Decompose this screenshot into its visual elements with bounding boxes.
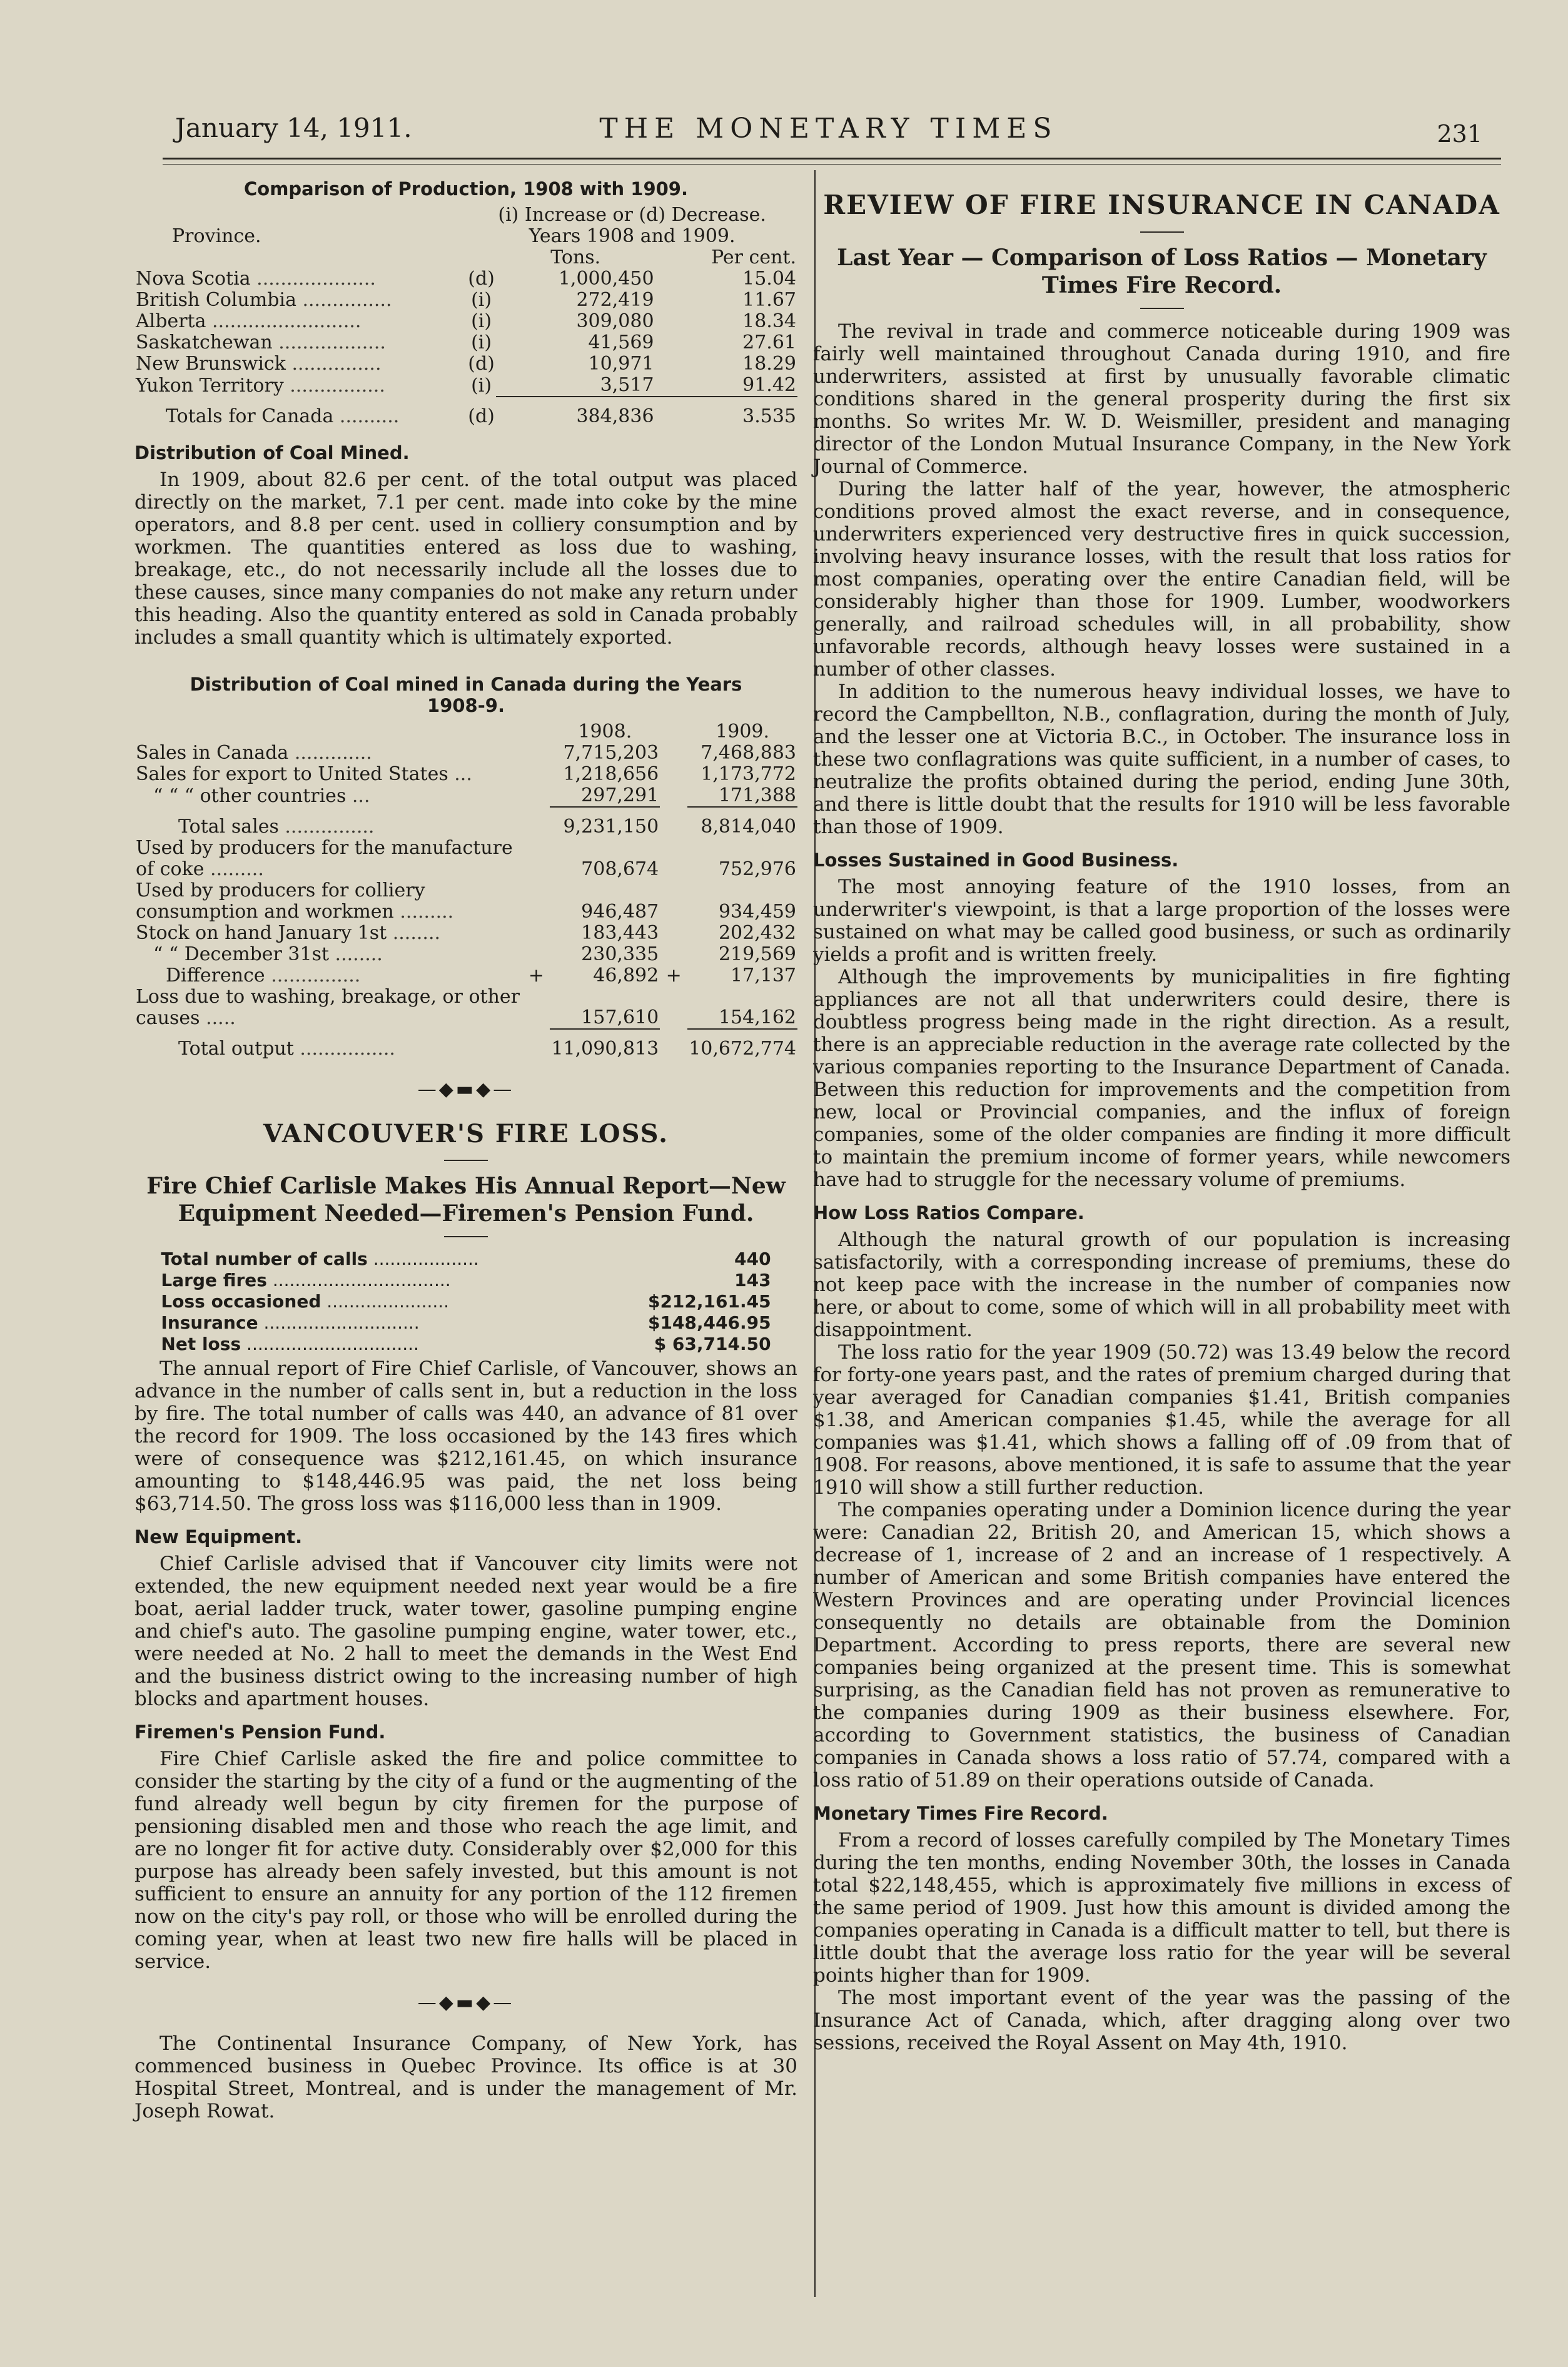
table-row: New Brunswick ............... (d) 10,971 18.29 <box>136 353 796 375</box>
value-1908: 9,231,150 <box>550 807 660 838</box>
province-name: British Columbia <box>136 289 296 311</box>
table-row: “ “ December 31st ........ 230,335 219,569 <box>153 943 796 965</box>
production-heading: Comparison of Production, 1908 with 1909. <box>244 178 688 200</box>
stat-row: Insurance ............................ $148,446.95 <box>161 1312 771 1333</box>
value-1908: 183,443 <box>581 922 659 944</box>
province-name: Nova Scotia <box>136 268 251 290</box>
change-pct: 15.04 <box>742 268 796 290</box>
value-1909: 17,137 <box>731 965 796 986</box>
review-paragraph: Although the improvements by municipalities in fire fighting appliances are not all that underwriters could desire, there is doubtless progress being made in the right direction. As a result, there is an appreciable reduction in the average rate collected by the various companies reporting to the Insurance Department of Canada. Between this reduction for improvements and the competition from new, local or Provincial companies, and the influx of foreign companies, some of the older companies are finding it more difficult to maintain the premium income of former years, while newcomers have had to struggle for the necessary volume of premiums. <box>813 966 1510 1191</box>
page-header <box>175 113 1482 156</box>
value-1908: 7,715,203 <box>563 742 659 764</box>
stat-value: $ 63,714.50 <box>654 1334 771 1354</box>
header-rule-thin <box>163 164 1501 165</box>
stat-label: Loss occasioned <box>161 1291 321 1312</box>
stat-row: Net loss ............................... $ 63,714.50 <box>161 1334 771 1354</box>
vancouver-headline: VANCOUVER'S FIRE LOSS. <box>263 1119 669 1148</box>
table-row: Difference ............... + 46,892 + 17,137 <box>166 965 796 986</box>
table-row: Sales for export to United States ... 1,218,656 1,173,772 <box>136 763 796 785</box>
change-tons: 41,569 <box>588 332 654 353</box>
row-label: “ “ “ other countries <box>153 785 346 807</box>
issue-date: January 14, 1911. <box>175 113 412 143</box>
stat-value: 143 <box>734 1270 771 1290</box>
review-deck: Last Year — Comparison of Loss Ratios — Monetary Times Fire Record. <box>837 245 1487 298</box>
table-row: Saskatchewan .................. (i) 41,569 27.61 <box>136 332 796 353</box>
vancouver-paragraph: Fire Chief Carlisle asked the fire and police committee to consider the starting by the city of a fund or the augmenting of the fund already well begun by city firemen for the purpose of pensioning disabled men and those who reach the age limit, and are no longer fit for active duty. Considerably over $2,000 for this purpose has already been safely invested, but this amount is not sufficient to ensure an annuity for any portion of the 112 firemen now on the city's pay roll, or those who will be enrolled during the coming year, when at least two new fire halls will be placed in service. <box>134 1748 797 1973</box>
table-row: Loss due to washing, breakage, or other causes ..... 157,610 154,162 <box>136 986 796 1029</box>
new-equipment-heading: New Equipment. <box>134 1526 303 1548</box>
value-1909: 171,388 <box>718 784 796 806</box>
col-tons-header: Tons. <box>550 246 601 268</box>
fire-record-heading: Monetary Times Fire Record. <box>813 1803 1108 1824</box>
row-label: Total sales <box>178 816 279 838</box>
change-pct: 91.42 <box>742 374 796 396</box>
stat-label: Total number of calls <box>161 1249 368 1269</box>
distribution-text: In 1909, about 82.6 per cent. of the total output was placed directly on the market, 7.1 per cent. made into coke by the mine operators, and 8.8 per cent. used in colliery consumption and by workmen. The quantities entered as loss due to washing, breakage, etc., do not necessarily include all the losses due to these causes, since many companies do not make any return under this heading. Also the quantity entered as sold in Canada probably includes a small quantity which is ultimately exported. <box>134 469 797 649</box>
review-paragraph: The most important event of the year was the passing of the Insurance Act of Canada, which, after dragging along over two sessions, received the Royal Assent on May 4th, 1910. <box>813 1987 1510 2054</box>
review-paragraph: The loss ratio for the year 1909 (50.72) was 13.49 below the record for forty-one years past, and the rates of premium charged during that year averaged for Canadian companies $1.41, British companies $1.38, and American companies $1.45, while the average for all companies was $1.41, which shows a falling off of .09 from that of 1908. For reasons, above mentioned, it is safe to assume that the year 1910 will show a still further reduction. <box>813 1341 1510 1499</box>
table-row: Yukon Territory ................ (i) 3,517 91.42 <box>136 374 796 397</box>
value-1908: 157,610 <box>581 1006 659 1028</box>
total-label: Total output <box>178 1038 294 1060</box>
value-1909: 219,569 <box>718 943 796 965</box>
sign-1908: + <box>528 965 544 986</box>
col-1909-header: 1909. <box>716 721 770 743</box>
losses-good-business-heading: Losses Sustained in Good Business. <box>813 849 1179 871</box>
review-headline: REVIEW OF FIRE INSURANCE IN CANADA <box>823 190 1500 220</box>
value-1909: 934,459 <box>718 901 796 923</box>
sign-1909: + <box>665 965 682 986</box>
value-1908: 708,674 <box>581 858 659 880</box>
col-1908-header: 1908. <box>578 721 632 743</box>
stat-value: $148,446.95 <box>647 1312 771 1333</box>
change-tons: 309,080 <box>576 310 654 332</box>
row-label: Loss due to washing, breakage, or other causes <box>136 986 520 1029</box>
short-rule <box>444 1236 488 1237</box>
pension-fund-heading: Firemen's Pension Fund. <box>134 1721 386 1743</box>
stat-row: Loss occasioned ...................... $212,161.45 <box>161 1291 771 1312</box>
short-rule <box>444 1160 488 1161</box>
review-paragraph: From a record of losses carefully compiled by The Monetary Times during the ten months, ending November 30th, the losses in Canada total $22,148,455, which is approximately five millions in excess of the same period of 1909. Just how this amount is divided among the companies operating in Canada is a difficult matter to tell, but there is little doubt that the average loss ratio for the year will be several points higher than for 1909. <box>813 1829 1510 1987</box>
review-paragraph: The companies operating under a Dominion licence during the year were: Canadian 22, British 20, and American 15, which shows a decrease of 1, increase of 2 and an increase of 1 respectively. A number of American and some British companies have entered the Western Provinces and are operating under Provincial licences consequently no details are obtainable from the Dominion Department. According to press reports, there are several new companies being organized at the present time. This is somewhat surprising, as the Canadian field has not proven as remunerative to the companies during 1909 as their business elsewhere. For, according to Government statistics, the business of Canadian companies in Canada shows a loss ratio of 57.74, compared with a loss ratio of 51.89 on their operations outside of Canada. <box>813 1499 1510 1792</box>
stat-value: 440 <box>734 1249 771 1269</box>
table-row: British Columbia ............... (i) 272,419 11.67 <box>136 289 796 311</box>
fire-stats-table <box>161 1249 771 1355</box>
review-paragraph: The revival in trade and commerce noticeable during 1909 was fairly well maintained throughout Canada during 1910, and fire underwriters, assisted at first by unusually favorable climatic conditions shared in the general prosperity during the first six months. So writes Mr. W. D. Weismiller, president and managing director of the London Mutual Insurance Company, in the New York Journal of Commerce. <box>813 320 1510 478</box>
left-column <box>134 178 797 2122</box>
change-pct: 18.29 <box>742 353 796 375</box>
value-1909: 7,468,883 <box>701 742 796 764</box>
distribution-table <box>134 721 797 1060</box>
table-row: Alberta ......................... (i) 309,080 18.34 <box>136 310 796 332</box>
total-tons: 384,836 <box>496 397 655 427</box>
value-1909: 752,976 <box>718 858 796 880</box>
section-ornament: —◆▬◆— <box>417 1078 515 1100</box>
header-rule <box>163 158 1501 160</box>
short-rule <box>1140 308 1184 309</box>
table-total-row: Total output ................ 11,090,813 10,672,774 <box>134 1029 797 1060</box>
loss-ratios-heading: How Loss Ratios Compare. <box>813 1202 1085 1224</box>
review-paragraph: In addition to the numerous heavy individual losses, we have to record the Campbellton, N.B., conflagration, during the month of July, and the lesser one at Victoria B.C., in October. The insurance loss in these two conflagrations was quite sufficient, in a number of cases, to neutralize the profits obtained during the period, ending June 30th, and there is little doubt that the results for 1910 will be less favorable than those of 1909. <box>813 681 1510 838</box>
masthead-title: THE MONETARY TIMES <box>599 113 1058 144</box>
change-tons: 1,000,450 <box>558 268 654 290</box>
change-sign: (i) <box>471 375 492 397</box>
total-sign: (d) <box>468 405 495 427</box>
vancouver-paragraph: Chief Carlisle advised that if Vancouver city limits were not extended, the new equipment needed next year would be a fire boat, aerial ladder truck, water tower, gasoline pumping engine and chief's auto. The gasoline pumping engine, water tower, etc., were needed at No. 2 hall to meet the demands in the West End and the business district owing to the increasing number of high blocks and apartment houses. <box>134 1553 797 1710</box>
total-pct: 3.535 <box>655 397 797 427</box>
table-row: Total sales ............... 9,231,150 8,814,040 <box>134 807 797 838</box>
stat-row: Total number of calls ................... 440 <box>161 1249 771 1269</box>
province-name: Saskatchewan <box>136 332 273 353</box>
page-number: 231 <box>1437 120 1482 148</box>
col-change-header: (i) Increase or (d) Decrease. <box>498 204 766 226</box>
change-tons: 3,517 <box>600 374 654 396</box>
row-label: Used by producers for the manufacture of coke <box>136 837 513 880</box>
section-ornament: —◆▬◆— <box>417 1992 515 2014</box>
value-1909: 1,173,772 <box>701 763 796 785</box>
change-pct: 27.61 <box>742 332 796 353</box>
value-1908: 1,218,656 <box>563 763 659 785</box>
col-pct-header: Per cent. <box>711 246 796 268</box>
province-name: Alberta <box>136 310 206 332</box>
total-name: Totals for Canada <box>166 405 334 427</box>
continental-notice: The Continental Insurance Company, of New York, has commenced business in Quebec Province. Its office is at 30 Hospital Street, Montreal, and is under the management of Mr. Joseph Rowat. <box>134 2032 797 2122</box>
value-1908: 46,892 <box>593 965 659 986</box>
value-1909: 154,162 <box>718 1006 796 1028</box>
change-sign: (i) <box>471 332 492 353</box>
stat-label: Large fires <box>161 1270 267 1290</box>
col-province-header: Province. <box>172 225 261 247</box>
col-years-header: Years 1908 and 1909. <box>529 225 736 247</box>
row-label: “ “ December 31st <box>153 943 330 965</box>
total-1909: 10,672,774 <box>687 1029 797 1060</box>
row-label: Sales in Canada <box>136 742 289 764</box>
review-paragraph: Although the natural growth of our population is increasing satisfactorily, with a corresponding increase of premiums, these do not keep pace with the increase in the number of companies now here, or about to come, some of which will in all probability meet with disappointment. <box>813 1229 1510 1341</box>
stat-value: $212,161.45 <box>647 1291 771 1312</box>
review-paragraph: The most annoying feature of the 1910 losses, from an underwriter's viewpoint, is that a large proportion of the losses were sustained on what may be called good business, or such as ordinarily yields a profit and is written freely. <box>813 876 1510 966</box>
table-row: Used by producers for the manufacture of coke ......... 708,674 752,976 <box>136 837 796 880</box>
table-row: Sales in Canada ............. 7,715,203 7,468,883 <box>136 742 796 764</box>
stat-row: Large fires ................................ 143 <box>161 1270 771 1290</box>
change-sign: (d) <box>468 353 495 375</box>
change-tons: 10,971 <box>588 353 654 375</box>
value-1908: 946,487 <box>581 901 659 923</box>
value-1908: 230,335 <box>581 943 659 965</box>
right-column <box>813 178 1510 2054</box>
change-pct: 18.34 <box>742 310 796 332</box>
years-heading: Distribution of Coal mined in Canada during the Years 1908-9. <box>190 674 742 716</box>
value-1908: 297,291 <box>581 784 659 806</box>
row-label: Sales for export to United States <box>136 763 448 785</box>
production-table <box>134 205 797 427</box>
change-tons: 272,419 <box>576 289 654 311</box>
total-1908: 11,090,813 <box>550 1029 660 1060</box>
province-name: New Brunswick <box>136 353 286 375</box>
change-sign: (d) <box>468 268 495 290</box>
short-rule <box>1140 231 1184 233</box>
row-label: Difference <box>166 965 265 986</box>
table-total-row: Totals for Canada .......... (d) 384,836 3.535 <box>134 397 797 427</box>
change-sign: (i) <box>471 289 492 311</box>
change-sign: (i) <box>471 310 492 332</box>
distribution-heading: Distribution of Coal Mined. <box>134 442 410 464</box>
table-row: Nova Scotia .................... (d) 1,000,450 15.04 <box>136 268 796 290</box>
province-name: Yukon Territory <box>136 375 284 397</box>
row-label: Stock on hand January 1st <box>136 922 387 944</box>
value-1909: 8,814,040 <box>687 807 797 838</box>
table-row: “ “ “ other countries ... 297,291 171,388 <box>153 784 796 807</box>
table-row: Stock on hand January 1st ........ 183,443 202,432 <box>136 922 796 944</box>
vancouver-paragraph: The annual report of Fire Chief Carlisle, of Vancouver, shows an advance in the number of calls sent in, but a reduction in the loss by fire. The total number of calls was 440, an advance of 81 over the record for 1909. The loss occasioned by the 143 fires which were of consequence was $212,161.45, on which insurance amounting to $148,446.95 was paid, the net loss being $63,714.50. The gross loss was $116,000 less than in 1909. <box>134 1357 797 1515</box>
table-row: Used by producers for colliery consumption and workmen ......... 946,487 934,459 <box>136 879 796 923</box>
vancouver-deck: Fire Chief Carlisle Makes His Annual Report—New Equipment Needed—Firemen's Pension Fund. <box>146 1173 786 1227</box>
change-pct: 11.67 <box>742 289 796 311</box>
stat-label: Insurance <box>161 1312 258 1333</box>
row-label: Used by producers for colliery consumption and workmen <box>136 879 425 923</box>
stat-label: Net loss <box>161 1334 241 1354</box>
value-1909: 202,432 <box>718 922 796 944</box>
review-paragraph: During the latter half of the year, however, the atmospheric conditions proved almost the exact reverse, and in consequence, underwriters experienced very destructive fires in quick succession, involving heavy insurance losses, with the result that loss ratios for most companies, operating over the entire Canadian field, will be considerably higher than those for 1909. Lumber, woodworkers generally, and railroad schedules will, in all probability, show unfavorable records, although heavy losses were sustained in a number of other classes. <box>813 478 1510 681</box>
